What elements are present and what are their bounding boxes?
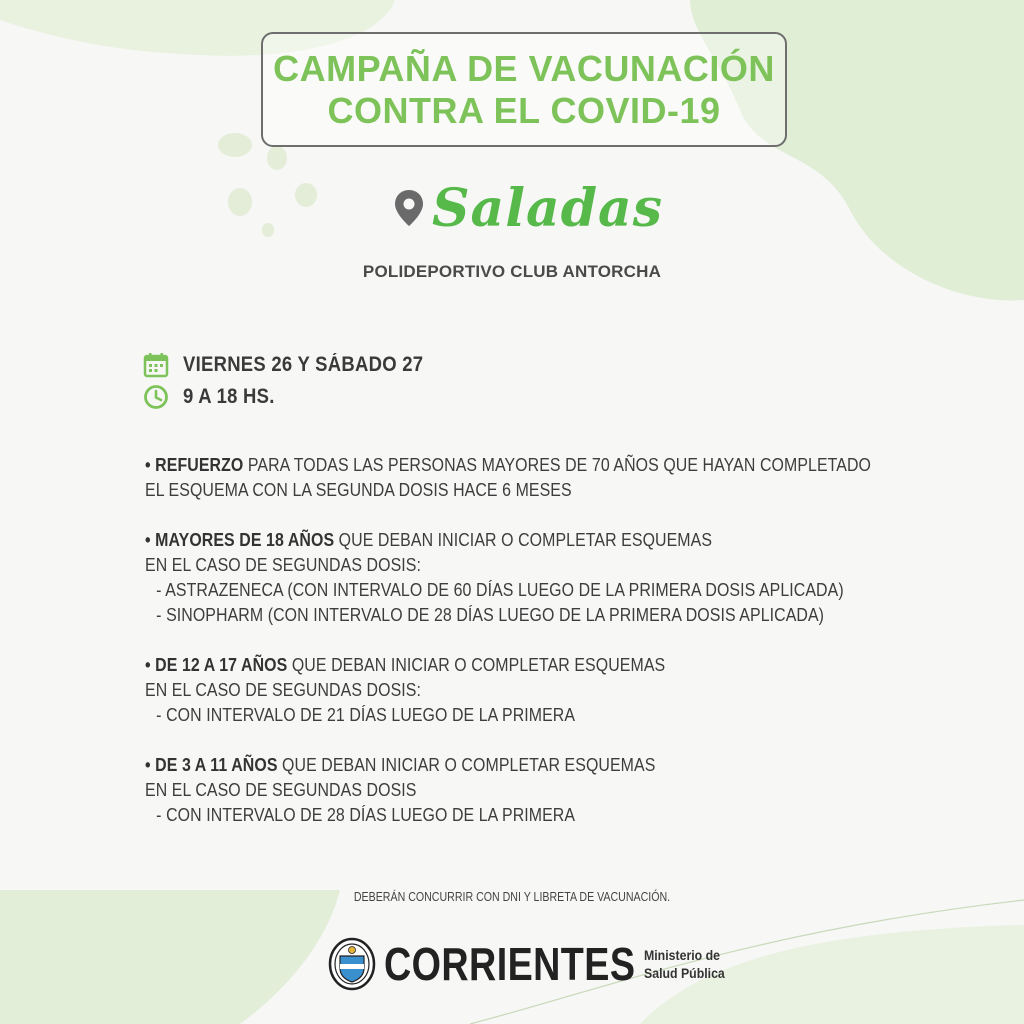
sub-item-interval: - CON INTERVALO DE 28 DÍAS LUEGO DE LA PRIMERA	[156, 804, 576, 825]
calendar-icon	[143, 352, 169, 378]
group-description: QUE DEBAN INICIAR O COMPLETAR ESQUEMAS	[334, 529, 713, 550]
list-item-line-2: EL ESQUEMA CON LA SEGUNDA DOSIS HACE 6 MESES	[145, 479, 572, 500]
corrientes-logo	[328, 936, 736, 992]
group-label: MAYORES DE 18 AÑOS	[155, 529, 335, 550]
list-item-line-2: EN EL CASO DE SEGUNDAS DOSIS	[145, 779, 417, 800]
list-item-booster	[145, 452, 1024, 502]
brand-name: CORRIENTES	[384, 938, 636, 990]
list-item-line	[145, 452, 902, 477]
group-description: PARA TODAS LAS PERSONAS MAYORES DE 70 AÑOS QUE HAYAN COMPLETADO	[243, 454, 872, 475]
map-pin-icon	[392, 188, 426, 228]
ministry-name	[644, 946, 725, 982]
list-item-line	[145, 527, 902, 552]
clock-icon	[143, 384, 169, 410]
list-item-line-2: EN EL CASO DE SEGUNDAS DOSIS:	[145, 554, 421, 575]
ministry-line-2: Salud Pública	[644, 965, 725, 981]
group-label: DE 3 A 11 AÑOS	[155, 754, 278, 775]
bullet: •	[145, 454, 151, 475]
list-item-line-2: EN EL CASO DE SEGUNDAS DOSIS:	[145, 679, 421, 700]
group-description: QUE DEBAN INICIAR O COMPLETAR ESQUEMAS	[277, 754, 656, 775]
sub-item-sinopharm: - SINOPHARM (CON INTERVALO DE 28 DÍAS LUEGO DE LA PRIMERA DOSIS APLICADA)	[156, 604, 825, 625]
list-item-line	[145, 652, 902, 677]
bullet: •	[145, 529, 151, 550]
list-item-children	[145, 752, 1024, 827]
ministry-line-1: Ministerio de	[644, 947, 720, 963]
requirements-note: DEBERÁN CONCURRIR CON DNI Y LIBRETA DE VACUNACIÓN.	[353, 890, 671, 904]
bullet: •	[145, 754, 151, 775]
group-label: DE 12 A 17 AÑOS	[155, 654, 288, 675]
event-dates: VIERNES 26 Y SÁBADO 27	[183, 353, 424, 376]
date-row	[143, 352, 456, 378]
time-row	[143, 384, 287, 410]
venue-name: POLIDEPORTIVO CLUB ANTORCHA	[362, 262, 662, 281]
group-description: QUE DEBAN INICIAR O COMPLETAR ESQUEMAS	[287, 654, 666, 675]
list-item-teens	[145, 652, 1024, 727]
group-label: REFUERZO	[155, 454, 244, 475]
bullet: •	[145, 654, 151, 675]
provincial-seal-icon	[328, 936, 376, 992]
list-item-line	[145, 752, 902, 777]
eligibility-list	[145, 452, 1024, 852]
city-heading	[392, 168, 663, 248]
city-name: Saladas	[432, 177, 664, 239]
campaign-title-line-1: CAMPAÑA DE VACUNACIÓN	[273, 47, 775, 89]
campaign-title-box	[261, 32, 787, 147]
campaign-title-line-2: CONTRA EL COVID-19	[327, 89, 721, 131]
sub-item-interval: - CON INTERVALO DE 21 DÍAS LUEGO DE LA PRIMERA	[156, 704, 576, 725]
sub-item-astrazeneca: - ASTRAZENECA (CON INTERVALO DE 60 DÍAS LUEGO DE LA PRIMERA DOSIS APLICADA)	[156, 579, 844, 600]
event-hours: 9 A 18 HS.	[183, 385, 275, 408]
list-item-adults	[145, 527, 1024, 627]
